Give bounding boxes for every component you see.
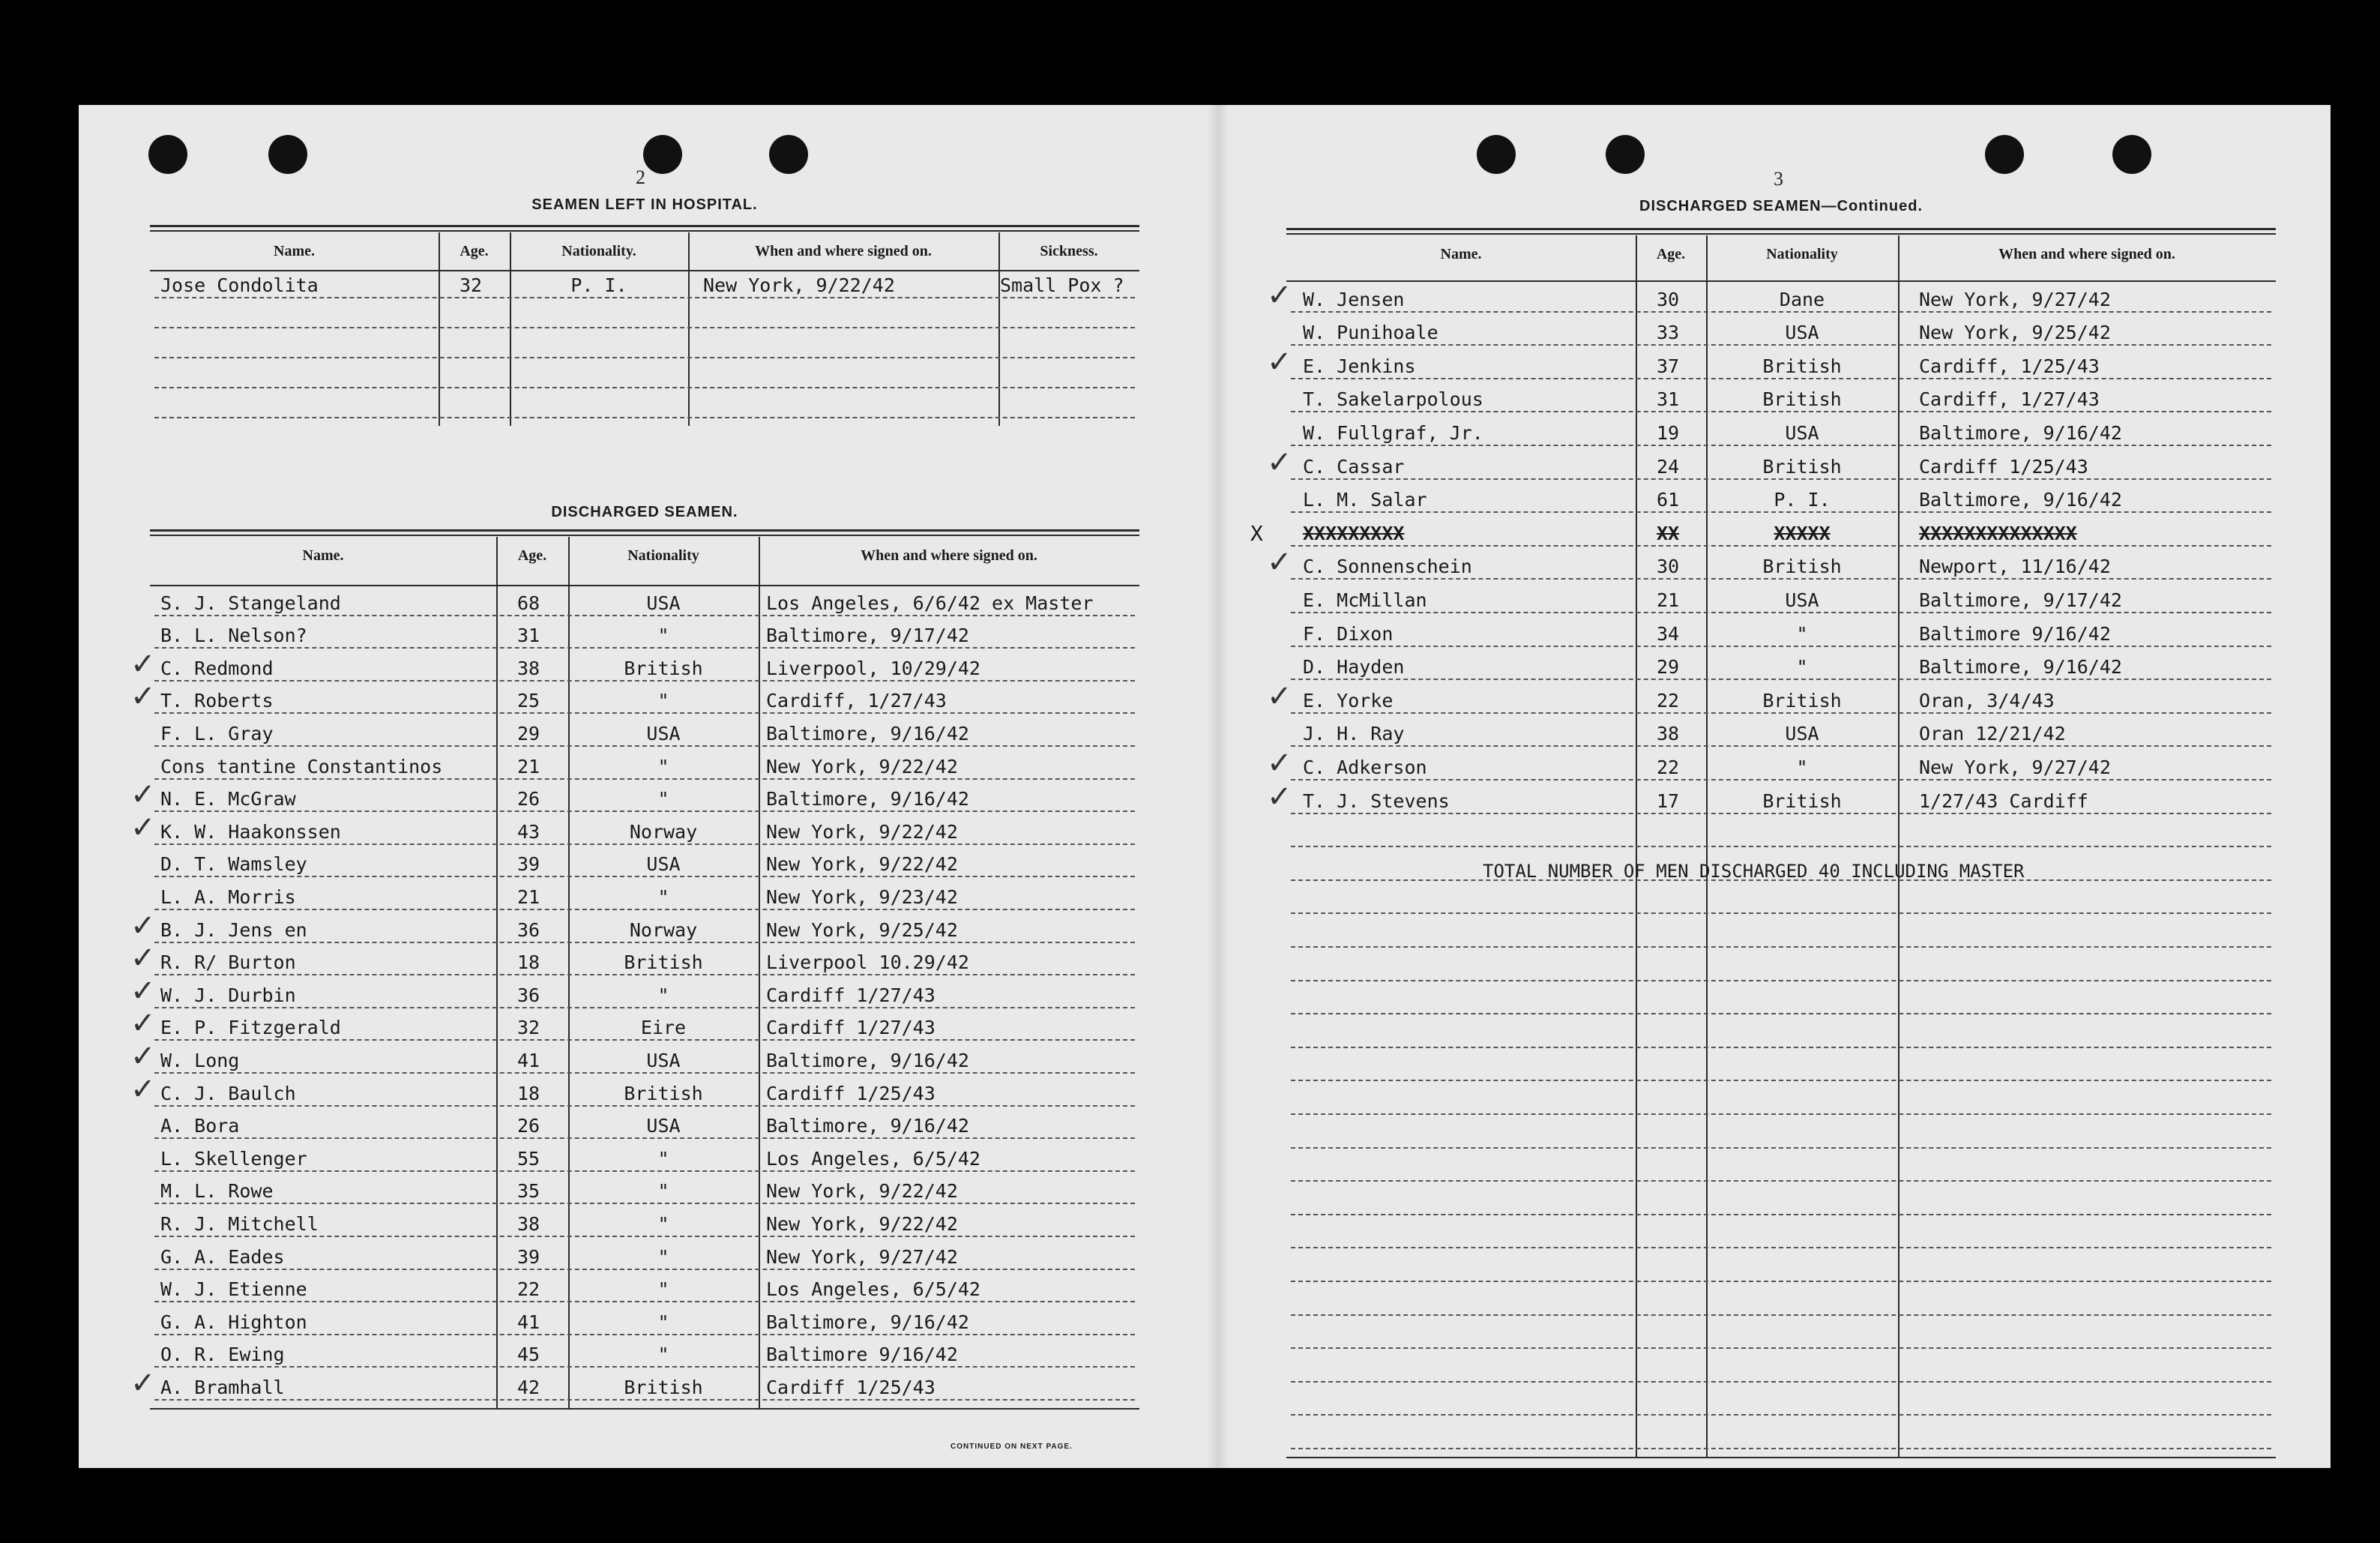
- cell-sickness: Small Pox ?: [1000, 274, 1124, 296]
- cell-name: B. L. Nelson?: [160, 625, 307, 647]
- cell-name: D. T. Wamsley: [160, 853, 307, 876]
- cell-age: 39: [517, 853, 540, 876]
- cell-signed_on: Los Angeles, 6/5/42: [766, 1147, 980, 1170]
- hospital-title: SEAMEN LEFT IN HOSPITAL.: [531, 196, 758, 213]
- row-dotted-line: [1291, 1347, 2271, 1349]
- table-bottom-rule: [150, 1408, 1139, 1410]
- cell-age: 37: [1657, 355, 1680, 377]
- check-mark: ✓: [1267, 779, 1292, 814]
- cell-age: 21: [1657, 589, 1680, 611]
- cell-age: 61: [1657, 489, 1680, 511]
- cell-age: 38: [1657, 723, 1680, 745]
- row-dotted-line: [1291, 1414, 2271, 1416]
- cell-signed_on: 1/27/43 Cardiff: [1919, 789, 2088, 812]
- cell-signed_on: Baltimore, 9/16/42: [1919, 422, 2122, 444]
- cell-signed_on: Baltimore 9/16/42: [766, 1344, 958, 1366]
- cell-age: 26: [517, 788, 540, 810]
- cell-nationality: ": [1796, 622, 1808, 645]
- table-row: [1286, 656, 2276, 686]
- page-number-right: 3: [1774, 168, 1783, 190]
- row-dotted-line: [154, 387, 1135, 388]
- cell-nationality: British: [1762, 388, 1842, 411]
- check-mark: ✓: [130, 1071, 156, 1107]
- cell-nationality: ": [657, 788, 669, 810]
- column-header: When and where signed on.: [755, 243, 932, 259]
- cell-name: N. E. McGraw: [160, 788, 296, 810]
- cell-nationality: USA: [1785, 422, 1819, 444]
- table-row: [1286, 589, 2276, 619]
- cell-signed_on: Baltimore, 9/16/42: [1919, 656, 2122, 679]
- cell-age: 36: [517, 918, 540, 941]
- cell-nationality: USA: [646, 1115, 681, 1137]
- cell-nationality: British: [1762, 689, 1842, 712]
- check-mark: ✓: [1267, 679, 1292, 714]
- cell-name: W. J. Durbin: [160, 984, 296, 1006]
- cell-age: 33: [1657, 322, 1680, 344]
- check-mark: ✓: [130, 973, 156, 1008]
- row-dotted-line: [1291, 1147, 2271, 1149]
- cell-nationality: ": [657, 690, 669, 712]
- cell-age: 22: [1657, 689, 1680, 712]
- check-mark: ✓: [130, 1006, 156, 1041]
- column-header: Nationality: [1766, 246, 1838, 262]
- check-mark: ✓: [130, 941, 156, 976]
- cell-name: C. J. Baulch: [160, 1082, 296, 1104]
- column-rule: [510, 232, 511, 426]
- cell-name: M. L. Rowe: [160, 1180, 274, 1203]
- cell-nationality: P. I.: [570, 274, 627, 296]
- cell-signed_on: Cardiff, 1/27/43: [766, 690, 947, 712]
- cell-nationality: ": [657, 1213, 669, 1235]
- continued-note: CONTINUED ON NEXT PAGE.: [951, 1443, 1073, 1451]
- cell-signed_on: New York, 9/23/42: [766, 886, 958, 908]
- table-header-rule: [150, 270, 1139, 271]
- cell-signed_on: Los Angeles, 6/6/42 ex Master: [766, 592, 1094, 614]
- table-row: [1286, 723, 2276, 753]
- punch-hole: [769, 135, 808, 174]
- check-mark: ✓: [130, 1366, 156, 1401]
- cell-name: T. J. Stevens: [1303, 789, 1450, 812]
- cell-nationality: Norway: [629, 820, 698, 843]
- cell-name: C. Redmond: [160, 657, 274, 679]
- cell-signed_on: Cardiff 1/27/43: [766, 1017, 936, 1039]
- punch-hole: [1985, 135, 2024, 174]
- table-row: [150, 274, 1139, 304]
- total-discharged-text: TOTAL NUMBER OF MEN DISCHARGED 40 INCLUDING MASTER: [1483, 861, 2025, 882]
- row-dotted-line: [154, 327, 1135, 328]
- cell-name: L. M. Salar: [1303, 489, 1427, 511]
- table-row: [150, 853, 1139, 883]
- table-row: [1286, 422, 2276, 452]
- row-dotted-line: [1291, 1314, 2271, 1316]
- cell-signed_on: Oran 12/21/42: [1919, 723, 2066, 745]
- cell-signed_on: Baltimore, 9/16/42: [766, 723, 969, 745]
- cell-nationality: USA: [646, 853, 681, 876]
- row-dotted-line: [1291, 1448, 2271, 1449]
- row-dotted-line: [1291, 946, 2271, 948]
- table-top-rule: [150, 535, 1139, 536]
- cell-name: C. Sonnenschein: [1303, 556, 1472, 578]
- cell-name: E. Jenkins: [1303, 355, 1416, 377]
- cell-age: 35: [517, 1180, 540, 1203]
- table-row: [150, 1050, 1139, 1080]
- table-row: [1286, 456, 2276, 486]
- cell-signed_on: Cardiff 1/25/43: [766, 1082, 936, 1104]
- table-row: [1286, 289, 2276, 319]
- cell-signed_on: New York, 9/27/42: [766, 1245, 958, 1268]
- cell-name: L. Skellenger: [160, 1147, 307, 1170]
- punch-hole: [268, 135, 307, 174]
- cell-signed_on: Liverpool 10.29/42: [766, 951, 969, 974]
- table-row: [150, 1180, 1139, 1210]
- cell-name: W. J. Etienne: [160, 1278, 307, 1301]
- cell-signed_on: XXXXXXXXXXXXXX: [1919, 522, 2077, 544]
- cell-age: 22: [1657, 757, 1680, 778]
- column-header: Nationality.: [561, 243, 636, 259]
- cell-age: 19: [1657, 422, 1680, 444]
- check-mark: ✓: [130, 679, 156, 715]
- table-row: [1286, 790, 2276, 820]
- cell-nationality: British: [1762, 355, 1842, 377]
- cell-age: XX: [1657, 522, 1680, 544]
- cell-signed_on: New York, 9/27/42: [1919, 288, 2111, 310]
- cell-age: 25: [517, 690, 540, 712]
- table-row: [1286, 523, 2276, 553]
- cell-nationality: ": [1796, 757, 1808, 778]
- cell-nationality: Dane: [1779, 288, 1825, 310]
- cell-signed_on: Cardiff 1/27/43: [766, 984, 936, 1006]
- table-row: [1286, 355, 2276, 385]
- column-rule: [998, 232, 1000, 426]
- column-header: Sickness.: [1040, 243, 1098, 259]
- row-dotted-line: [1291, 1381, 2271, 1383]
- cell-age: 29: [1657, 656, 1680, 679]
- cell-signed_on: New York, 9/22/42: [766, 1213, 958, 1235]
- cell-nationality: ": [657, 886, 669, 908]
- cell-signed_on: Baltimore, 9/17/42: [1919, 589, 2122, 611]
- cell-nationality: USA: [646, 592, 681, 614]
- table-row: [150, 886, 1139, 916]
- row-dotted-line: [1291, 1047, 2271, 1048]
- table-row: [1286, 489, 2276, 519]
- cell-nationality: XXXXX: [1774, 522, 1831, 544]
- cell-name: W. Long: [160, 1050, 240, 1071]
- row-dotted-line: [1291, 846, 2271, 847]
- cell-name: F. Dixon: [1303, 622, 1394, 645]
- check-mark: ✓: [130, 908, 156, 943]
- cell-signed_on: Cardiff 1/25/43: [1919, 455, 2088, 478]
- cell-nationality: British: [624, 951, 703, 974]
- table-row: [150, 658, 1139, 688]
- table-row: [150, 984, 1139, 1014]
- column-header: When and where signed on.: [861, 547, 1037, 564]
- cell-signed_on: Baltimore, 9/16/42: [1919, 489, 2122, 511]
- row-dotted-line: [1291, 1013, 2271, 1014]
- cell-age: 21: [517, 886, 540, 908]
- cell-nationality: USA: [646, 1050, 681, 1071]
- cell-nationality: ": [657, 1311, 669, 1333]
- cell-name: L. A. Morris: [160, 886, 296, 908]
- table-row: [150, 1377, 1139, 1407]
- table-header-rule: [1286, 280, 2276, 282]
- column-header: When and where signed on.: [1998, 246, 2175, 262]
- strike-x-mark: X: [1250, 520, 1263, 546]
- row-dotted-line: [1291, 1180, 2271, 1182]
- punch-hole: [643, 135, 682, 174]
- cell-nationality: Eire: [640, 1017, 687, 1039]
- check-mark: ✓: [1267, 445, 1292, 480]
- table-row: [150, 690, 1139, 720]
- row-dotted-line: [154, 417, 1135, 418]
- table-row: [150, 625, 1139, 655]
- table-row: [150, 951, 1139, 981]
- cell-nationality: ": [657, 984, 669, 1006]
- cell-age: 30: [1657, 288, 1680, 310]
- table-row: [150, 1083, 1139, 1113]
- column-header: Name.: [1440, 246, 1482, 262]
- check-mark: ✓: [1267, 545, 1292, 580]
- cell-name: R. J. Mitchell: [160, 1213, 319, 1235]
- cell-name: J. H. Ray: [1303, 723, 1405, 745]
- check-mark: ✓: [1267, 277, 1292, 313]
- punch-hole: [148, 135, 187, 174]
- cell-age: 32: [460, 274, 483, 296]
- cell-name: W. Fullgraf, Jr.: [1303, 422, 1483, 444]
- cell-age: 55: [517, 1147, 540, 1170]
- cell-name: D. Hayden: [1303, 656, 1405, 679]
- table-row: [150, 1311, 1139, 1341]
- cell-name: O. R. Ewing: [160, 1344, 285, 1366]
- table-row: [1286, 556, 2276, 586]
- cell-name: C. Cassar: [1303, 455, 1405, 478]
- table-row: [150, 788, 1139, 818]
- cell-age: 18: [517, 951, 540, 974]
- cell-age: 41: [517, 1050, 540, 1071]
- cell-signed_on: Newport, 11/16/42: [1919, 556, 2111, 578]
- cell-age: 31: [517, 625, 540, 647]
- row-dotted-line: [1291, 912, 2271, 914]
- cell-nationality: ": [657, 1180, 669, 1203]
- cell-signed_on: Baltimore, 9/16/42: [766, 1050, 969, 1071]
- page-number-left: 2: [636, 166, 645, 188]
- cell-nationality: Norway: [629, 918, 698, 941]
- cell-name: F. L. Gray: [160, 723, 274, 745]
- cell-name: B. J. Jens en: [160, 918, 307, 941]
- table-row: [150, 1344, 1139, 1374]
- cell-nationality: ": [657, 625, 669, 647]
- row-dotted-line: [1291, 1281, 2271, 1282]
- cell-name: XXXXXXXXX: [1303, 522, 1405, 544]
- table-top-rule: [1286, 228, 2276, 230]
- cell-nationality: USA: [1785, 589, 1819, 611]
- cell-nationality: British: [1762, 455, 1842, 478]
- cell-nationality: British: [624, 1377, 703, 1398]
- cell-signed_on: New York, 9/27/42: [1919, 757, 2111, 778]
- table-row: [150, 756, 1139, 786]
- check-mark: ✓: [1267, 344, 1292, 379]
- column-header: Age.: [460, 243, 489, 259]
- cell-nationality: ": [657, 755, 669, 777]
- cell-signed_on: New York, 9/22/42: [766, 1180, 958, 1203]
- cell-age: 29: [517, 723, 540, 745]
- discharged-title: DISCHARGED SEAMEN.: [551, 504, 738, 520]
- cell-name: W. Punihoale: [1303, 322, 1438, 344]
- cell-signed_on: Baltimore, 9/16/42: [766, 1311, 969, 1333]
- cell-age: 31: [1657, 388, 1680, 411]
- cell-nationality: USA: [1785, 723, 1819, 745]
- punch-hole: [1477, 135, 1516, 174]
- cell-signed_on: Cardiff, 1/27/43: [1919, 388, 2100, 411]
- cell-name: C. Adkerson: [1303, 757, 1427, 778]
- punch-hole: [1606, 135, 1645, 174]
- cell-age: 38: [517, 1213, 540, 1235]
- cell-signed_on: New York, 9/22/42: [766, 755, 958, 777]
- table-row: [150, 1213, 1139, 1243]
- cell-name: E. P. Fitzgerald: [160, 1017, 341, 1039]
- cell-age: 18: [517, 1082, 540, 1104]
- cell-signed_on: Baltimore, 9/17/42: [766, 625, 969, 647]
- cell-name: G. A. Eades: [160, 1245, 285, 1268]
- table-top-rule: [150, 529, 1139, 532]
- cell-signed_on: Baltimore, 9/16/42: [766, 1115, 969, 1137]
- cell-signed_on: Oran, 3/4/43: [1919, 689, 2055, 712]
- column-header: Age.: [517, 547, 547, 564]
- cell-name: T. Roberts: [160, 690, 274, 712]
- page-fold: [1207, 105, 1229, 1468]
- cell-signed_on: Liverpool, 10/29/42: [766, 657, 980, 679]
- cell-name: Jose Condolita: [160, 274, 319, 296]
- table-row: [1286, 690, 2276, 720]
- cell-name: E. Yorke: [1303, 689, 1394, 712]
- cell-nationality: USA: [1785, 322, 1819, 344]
- table-row: [1286, 322, 2276, 352]
- table-row: [1286, 757, 2276, 786]
- table-row: [1286, 388, 2276, 418]
- table-row: [150, 1148, 1139, 1178]
- column-rule: [688, 232, 690, 426]
- table-row: [150, 1278, 1139, 1308]
- table-row: [1286, 623, 2276, 653]
- cell-age: 17: [1657, 789, 1680, 812]
- row-dotted-line: [154, 357, 1135, 358]
- cell-nationality: ": [1796, 656, 1808, 679]
- cell-age: 41: [517, 1311, 540, 1333]
- column-header: Name.: [302, 547, 344, 564]
- table-row: [150, 723, 1139, 753]
- table-row: [150, 1017, 1139, 1047]
- cell-signed_on: New York, 9/22/42: [766, 853, 958, 876]
- table-row: [150, 821, 1139, 851]
- cell-nationality: British: [624, 1082, 703, 1104]
- cell-signed_on: New York, 9/25/42: [1919, 322, 2111, 344]
- cell-signed_on: New York, 9/22/42: [766, 820, 958, 843]
- cell-age: 68: [517, 592, 540, 614]
- table-top-rule: [150, 225, 1139, 227]
- column-rule: [439, 232, 440, 426]
- cell-name: Cons tantine Constantinos: [160, 755, 443, 777]
- cell-nationality: British: [624, 657, 703, 679]
- cell-name: R. R/ Burton: [160, 951, 296, 974]
- cell-age: 34: [1657, 622, 1680, 645]
- cell-age: 36: [517, 984, 540, 1006]
- cell-nationality: P. I.: [1774, 489, 1831, 511]
- cell-name: A. Bora: [160, 1115, 240, 1137]
- check-mark: ✓: [130, 777, 156, 813]
- cell-nationality: ": [657, 1344, 669, 1366]
- table-top-rule: [1286, 233, 2276, 235]
- check-mark: ✓: [130, 1039, 156, 1074]
- punch-hole: [2112, 135, 2151, 174]
- cell-name: K. W. Haakonssen: [160, 820, 341, 843]
- column-header: Name.: [274, 243, 315, 259]
- cell-age: 30: [1657, 556, 1680, 578]
- right-title: DISCHARGED SEAMEN—Continued.: [1639, 198, 1923, 214]
- table-bottom-rule: [1286, 1457, 2276, 1458]
- table-row: [150, 1115, 1139, 1145]
- cell-age: 21: [517, 755, 540, 777]
- row-dotted-line: [1291, 1214, 2271, 1215]
- cell-age: 32: [517, 1017, 540, 1039]
- table-top-rule: [150, 230, 1139, 232]
- cell-signed_on: Cardiff, 1/25/43: [1919, 355, 2100, 377]
- cell-name: T. Sakelarpolous: [1303, 388, 1483, 411]
- cell-nationality: British: [1762, 556, 1842, 578]
- cell-age: 39: [517, 1245, 540, 1268]
- cell-age: 38: [517, 657, 540, 679]
- cell-nationality: ": [657, 1278, 669, 1301]
- cell-signed_on: Los Angeles, 6/5/42: [766, 1278, 980, 1301]
- cell-signed_on: New York, 9/25/42: [766, 918, 958, 941]
- cell-age: 24: [1657, 455, 1680, 478]
- cell-nationality: ": [657, 1147, 669, 1170]
- table-row: [150, 919, 1139, 949]
- cell-signed_on: New York, 9/22/42: [703, 274, 895, 296]
- row-dotted-line: [1291, 1113, 2271, 1115]
- row-dotted-line: [1291, 1080, 2271, 1081]
- cell-name: E. McMillan: [1303, 589, 1427, 611]
- cell-signed_on: Baltimore, 9/16/42: [766, 788, 969, 810]
- row-dotted-line: [1291, 1247, 2271, 1248]
- column-header: Age.: [1656, 246, 1686, 262]
- cell-nationality: ": [657, 1245, 669, 1268]
- cell-signed_on: Cardiff 1/25/43: [766, 1377, 936, 1398]
- cell-age: 26: [517, 1115, 540, 1137]
- check-mark: ✓: [130, 646, 156, 682]
- cell-name: A. Bramhall: [160, 1377, 285, 1398]
- table-header-rule: [150, 585, 1139, 586]
- cell-age: 42: [517, 1377, 540, 1398]
- column-header: Nationality: [627, 547, 699, 564]
- cell-nationality: British: [1762, 789, 1842, 812]
- cell-signed_on: Baltimore 9/16/42: [1919, 622, 2111, 645]
- table-row: [150, 1246, 1139, 1276]
- cell-age: 43: [517, 820, 540, 843]
- cell-name: S. J. Stangeland: [160, 592, 341, 614]
- cell-age: 45: [517, 1344, 540, 1366]
- cell-name: G. A. Highton: [160, 1311, 307, 1333]
- check-mark: ✓: [130, 810, 156, 845]
- cell-name: W. Jensen: [1303, 288, 1405, 310]
- check-mark: ✓: [1267, 746, 1292, 780]
- cell-age: 22: [517, 1278, 540, 1301]
- table-row: [150, 592, 1139, 622]
- cell-nationality: USA: [646, 723, 681, 745]
- row-dotted-line: [1291, 980, 2271, 981]
